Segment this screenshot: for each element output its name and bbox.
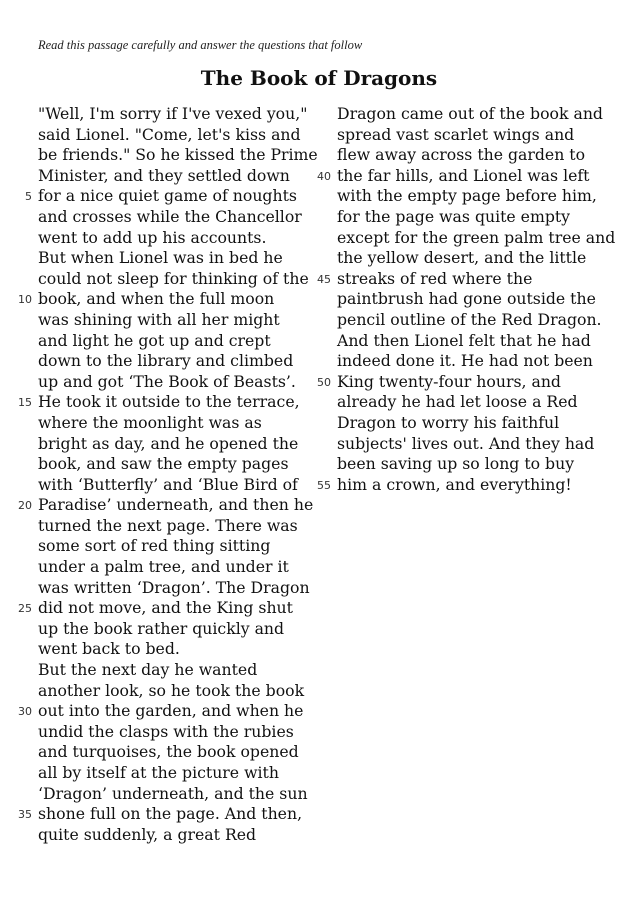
line-text: and crosses while the Chancellor: [38, 206, 302, 226]
passage-line: [38, 578, 308, 599]
line-text: could not sleep for thinking of the: [38, 268, 309, 288]
line-number: 20: [18, 499, 32, 513]
passage-line: [38, 639, 308, 660]
passage-line: [337, 413, 607, 434]
passage-line: [18, 598, 308, 619]
passage-line: [38, 536, 308, 557]
line-text: subjects' lives out. And they had: [337, 433, 595, 453]
line-text: flew away across the garden to: [337, 145, 586, 165]
line-text: went to add up his accounts.: [38, 227, 267, 247]
passage-line: [337, 392, 607, 413]
passage-line: [337, 289, 607, 310]
line-text: Paradise’ underneath, and then he: [38, 495, 314, 515]
line-text: pencil outline of the Red Dragon.: [337, 309, 602, 329]
line-number: 15: [18, 396, 32, 410]
passage-line: [18, 701, 308, 722]
line-text: for the page was quite empty: [337, 206, 571, 226]
passage-line: [337, 351, 607, 372]
line-number: 40: [317, 169, 331, 183]
passage-line: [337, 454, 607, 475]
line-text: But when Lionel was in bed he: [38, 248, 283, 268]
passage-title: The Book of Dragons: [200, 66, 438, 90]
passage-line: [317, 474, 607, 496]
line-text: up the book rather quickly and: [38, 618, 285, 638]
passage-line: [18, 289, 308, 310]
passage-line: [337, 248, 607, 269]
passage-line: [38, 228, 308, 249]
passage-line: [38, 742, 308, 763]
line-text: King twenty-four hours, and: [337, 371, 561, 391]
passage-line: [38, 557, 308, 578]
line-text: "Well, I'm sorry if I've vexed you,": [38, 104, 308, 123]
instructions: Read this passage carefully and answer the questions that follow: [38, 38, 363, 52]
line-text: bright as day, and he opened the: [38, 433, 299, 453]
passage-line: [337, 104, 607, 125]
line-text: down to the library and climbed: [38, 351, 294, 371]
line-text: was shining with all her might: [38, 309, 280, 329]
passage-line: [38, 310, 308, 331]
line-text: book, and when the full moon: [38, 289, 275, 309]
line-text: streaks of red where the: [337, 268, 533, 288]
line-text: paintbrush had gone outside the: [337, 289, 596, 309]
passage-line: [18, 495, 314, 516]
line-number: 10: [18, 293, 32, 307]
passage-line: [317, 165, 607, 187]
line-text: went back to bed.: [38, 639, 180, 659]
line-text: He took it outside to the terrace,: [38, 392, 300, 412]
line-text: some sort of red thing sitting: [38, 536, 271, 556]
passage-line: [38, 413, 308, 434]
line-text: another look, so he took the book: [38, 680, 305, 700]
line-text: for a nice quiet game of noughts: [38, 186, 297, 206]
line-text: But the next day he wanted: [38, 660, 258, 680]
passage-line: [38, 681, 308, 702]
line-number: 30: [18, 705, 32, 719]
line-text: the yellow desert, and the little: [337, 248, 587, 268]
passage-line: [38, 331, 308, 352]
line-text: up and got ‘The Book of Beasts’.: [38, 371, 296, 391]
passage-line: [38, 145, 318, 166]
passage-line: [38, 763, 308, 784]
passage-line: [38, 125, 308, 146]
line-text: undid the clasps with the rubies: [38, 721, 294, 741]
line-number: 55: [317, 478, 331, 492]
passage-line: [38, 434, 308, 455]
passage-line: [337, 227, 616, 249]
line-text: book, and saw the empty pages: [38, 454, 289, 474]
passage-line: [38, 722, 308, 743]
line-text: turned the next page. There was: [38, 515, 298, 535]
passage-line: [317, 268, 607, 290]
line-text: ‘Dragon’ underneath, and the sun: [38, 783, 308, 803]
passage-line: [337, 145, 607, 166]
passage-line: [18, 392, 308, 413]
passage-line: [337, 310, 607, 331]
line-text: Dragon to worry his faithful: [337, 412, 560, 432]
passage-line: [337, 331, 607, 352]
line-text: be friends." So he kissed the Prime: [38, 145, 318, 165]
line-text: been saving up so long to buy: [337, 454, 575, 474]
line-text: and turquoises, the book opened: [38, 742, 299, 762]
line-text: said Lionel. "Come, let's kiss and: [38, 124, 301, 144]
passage-line: [38, 269, 308, 290]
line-number: 25: [18, 602, 32, 616]
line-text: already he had let loose a Red: [337, 392, 578, 412]
line-text: all by itself at the picture with: [38, 763, 279, 782]
line-text: And then Lionel felt that he had: [337, 330, 591, 350]
passage-line: [18, 804, 308, 825]
line-number: 5: [25, 190, 32, 204]
line-number: 45: [317, 272, 331, 286]
line-text: the far hills, and Lionel was left: [337, 165, 590, 185]
line-text: Minister, and they settled down: [38, 165, 290, 185]
passage-line: [38, 619, 308, 640]
line-text: did not move, and the King shut: [38, 598, 293, 618]
line-text: with ‘Butterfly’ and ‘Blue Bird of: [38, 474, 298, 494]
passage-line: [38, 207, 308, 228]
line-text: spread vast scarlet wings and: [337, 124, 575, 144]
passage-line: [337, 207, 607, 228]
passage-right-column: [317, 104, 616, 495]
line-text: was written ‘Dragon’. The Dragon: [38, 577, 310, 597]
line-text: where the moonlight was as: [38, 412, 262, 432]
line-number: 35: [18, 808, 32, 822]
passage-line: [38, 454, 308, 475]
passage-line: [317, 371, 607, 393]
line-text: quite suddenly, a great Red: [38, 824, 257, 844]
passage-line: [38, 660, 308, 681]
line-text: Dragon came out of the book and: [337, 104, 603, 123]
passage-left-column: [18, 104, 318, 845]
passage-line: [38, 825, 308, 846]
passage-line: [38, 784, 308, 805]
line-text: out into the garden, and when he: [38, 701, 304, 721]
passage-line: [337, 434, 607, 455]
passage-line: [38, 372, 308, 393]
passage-line: [337, 186, 607, 207]
passage-line: [337, 125, 607, 146]
line-text: and light he got up and crept: [38, 330, 271, 350]
passage-line: [38, 351, 308, 372]
line-text: under a palm tree, and under it: [38, 557, 289, 577]
passage-line: [38, 104, 308, 125]
line-text: shone full on the page. And then,: [38, 804, 303, 824]
line-text: indeed done it. He had not been: [337, 351, 593, 371]
passage-line: [38, 475, 308, 496]
passage-line: [38, 166, 308, 187]
passage-line: [25, 186, 308, 207]
passage-line: [38, 516, 308, 537]
line-number: 50: [317, 375, 331, 389]
line-text: him a crown, and everything!: [337, 474, 572, 494]
passage-line: [38, 248, 308, 269]
line-text: with the empty page before him,: [337, 186, 597, 206]
line-text: except for the green palm tree and: [337, 227, 616, 247]
